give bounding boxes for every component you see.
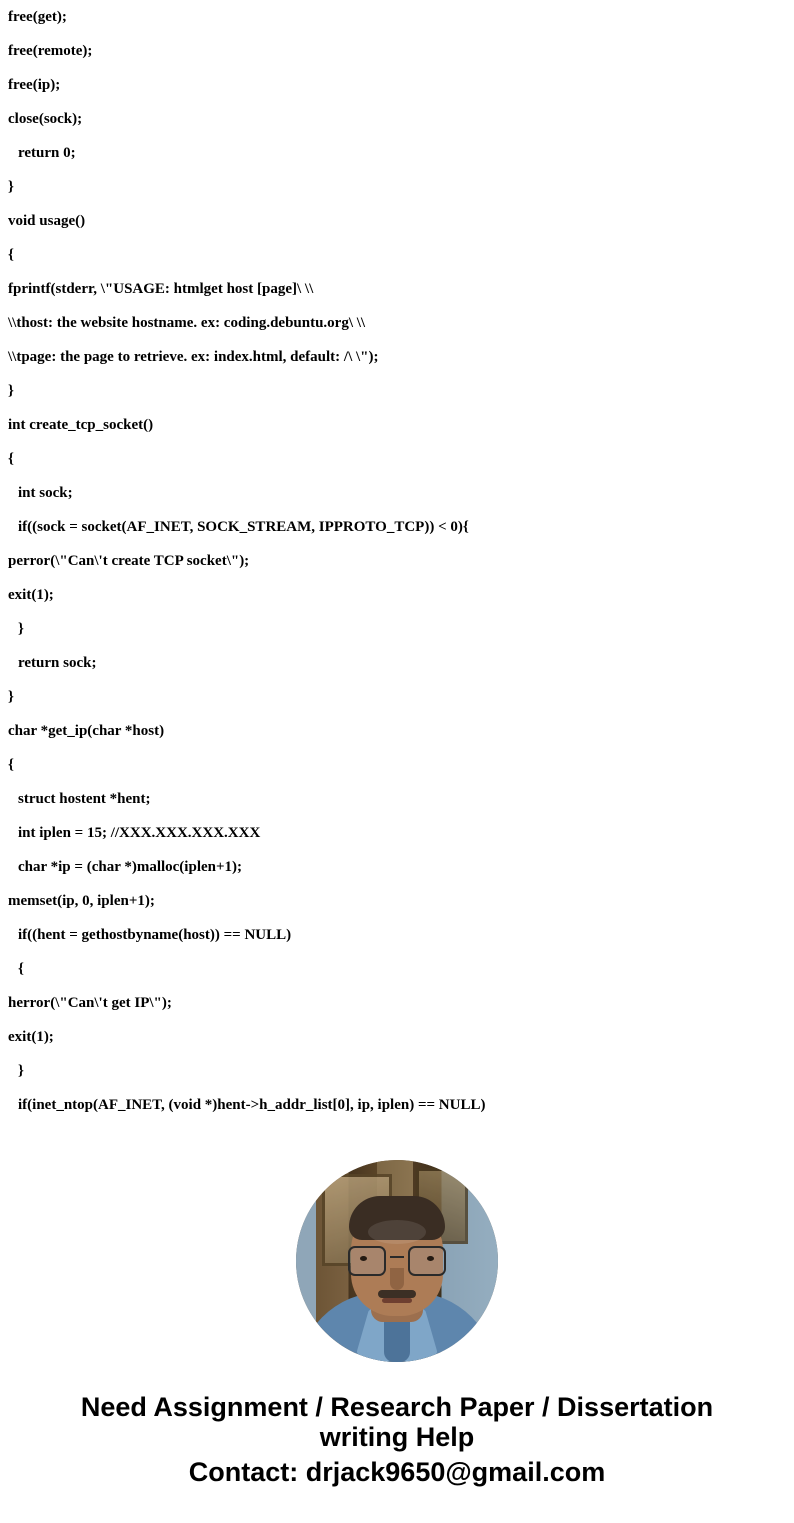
code-line: memset(ip, 0, iplen+1); xyxy=(8,893,155,909)
avatar xyxy=(296,1160,498,1362)
shirt-placket xyxy=(384,1316,410,1362)
code-line: fprintf(stderr, \"USAGE: htmlget host [page]\ \\ xyxy=(8,281,314,297)
nose xyxy=(390,1268,404,1290)
code-line: { xyxy=(18,961,24,977)
eyeglasses-bridge xyxy=(390,1256,404,1258)
code-line: { xyxy=(8,757,14,773)
eye-right xyxy=(427,1256,434,1261)
code-line: char *get_ip(char *host) xyxy=(8,723,165,739)
code-line: return sock; xyxy=(18,655,97,671)
code-line: exit(1); xyxy=(8,1029,54,1045)
code-line: struct hostent *hent; xyxy=(18,791,151,807)
code-line: \\thost: the website hostname. ex: coding.debuntu.org\ \\ xyxy=(8,315,366,331)
eyeglasses-left-lens xyxy=(348,1246,386,1276)
cta-line-1: Need Assignment / Research Paper / Dissertation xyxy=(80,1392,714,1422)
code-line: \\tpage: the page to retrieve. ex: index.html, default: /\ \"); xyxy=(8,349,379,365)
cta-line-2: writing Help xyxy=(319,1422,475,1452)
code-line: exit(1); xyxy=(8,587,54,603)
code-line: if((sock = socket(AF_INET, SOCK_STREAM, IPPROTO_TCP)) < 0){ xyxy=(18,519,469,535)
forehead-highlight xyxy=(368,1220,426,1244)
code-line: { xyxy=(8,247,14,263)
code-line: } xyxy=(8,383,14,399)
code-line: } xyxy=(18,1063,24,1079)
code-line: return 0; xyxy=(18,145,76,161)
code-line: perror(\"Can\'t create TCP socket\"); xyxy=(8,553,250,569)
code-line: int create_tcp_socket() xyxy=(8,417,154,433)
code-line: int iplen = 15; //XXX.XXX.XXX.XXX xyxy=(18,825,261,841)
code-line: free(remote); xyxy=(8,43,93,59)
cta-contact: Contact: drjack9650@gmail.com xyxy=(188,1457,606,1487)
mustache xyxy=(378,1290,416,1298)
eye-left xyxy=(360,1256,367,1261)
code-line: close(sock); xyxy=(8,111,83,127)
code-line: } xyxy=(18,621,24,637)
portrait-section xyxy=(8,1160,786,1362)
code-line: if(inet_ntop(AF_INET, (void *)hent->h_addr_list[0], ip, iplen) == NULL) xyxy=(18,1097,486,1113)
code-line: } xyxy=(8,179,14,195)
code-line: free(ip); xyxy=(8,77,61,93)
code-line: free(get); xyxy=(8,9,67,25)
code-line: } xyxy=(8,689,14,705)
code-line: char *ip = (char *)malloc(iplen+1); xyxy=(18,859,243,875)
eyeglasses-right-lens xyxy=(408,1246,446,1276)
code-line: if((hent = gethostbyname(host)) == NULL) xyxy=(18,927,292,943)
code-line: int sock; xyxy=(18,485,73,501)
cta-heading xyxy=(8,1392,786,1452)
code-listing xyxy=(8,0,786,1122)
code-line: void usage() xyxy=(8,213,86,229)
code-line: { xyxy=(8,451,14,467)
mouth xyxy=(382,1298,412,1303)
code-line: herror(\"Can\'t get IP\"); xyxy=(8,995,172,1011)
